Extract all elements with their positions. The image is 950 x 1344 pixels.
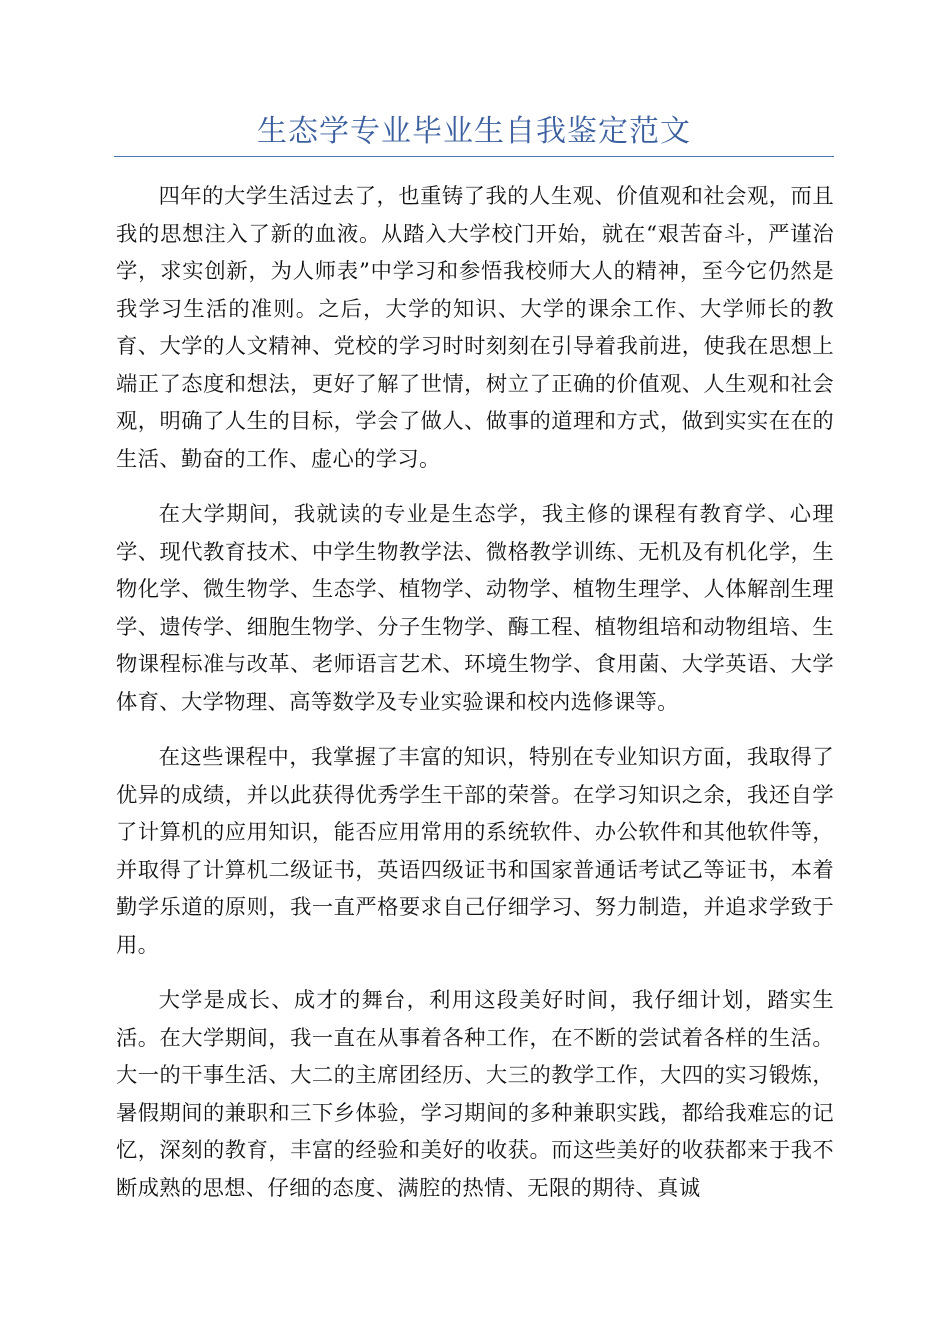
- paragraph-1: 四年的大学生活过去了，也重铸了我的人生观、价值观和社会观，而且我的思想注入了新的血液。从踏入大学校门开始，就在“艰苦奋斗，严谨治学，求实创新，为人师表”中学习和参悟我校师大人的精神，至今它仍然是我学习生活的准则。之后，大学的知识、大学的课余工作、大学师长的教育、大学的人文精神、党校的学习时时刻刻在引导着我前进，使我在思想上端正了态度和想法，更好了解了世情，树立了正确的价值观、人生观和社会观，明确了人生的目标，学会了做人、做事的道理和方式，做到实实在在的生活、勤奋的工作、虚心的学习。: [116, 184, 834, 472]
- paragraph-4: 大学是成长、成才的舞台，利用这段美好时间，我仔细计划，踏实生活。在大学期间，我一直在从事着各种工作，在不断的尝试着各样的生活。大一的干事生活、大二的主席团经历、大三的教学工作，大四的实习锻炼，暑假期间的兼职和三下乡体验，学习期间的多种兼职实践，都给我难忘的记忆，深刻的教育，丰富的经验和美好的收获。而这些美好的收获都来于我不断成熟的思想、仔细的态度、满腔的热情、无限的期待、真诚: [116, 988, 834, 1201]
- paragraph-3: 在这些课程中，我掌握了丰富的知识，特别在专业知识方面，我取得了优异的成绩，并以此获得优秀学生干部的荣誉。在学习知识之余，我还自学了计算机的应用知识，能否应用常用的系统软件、办公软件和其他软件等，并取得了计算机二级证书，英语四级证书和国家普通话考试乙等证书，本着勤学乐道的原则，我一直严格要求自己仔细学习、努力制造，并追求学致于用。: [116, 745, 834, 958]
- title-block: [114, 112, 834, 157]
- paragraph-2: 在大学期间，我就读的专业是生态学，我主修的课程有教育学、心理学、现代教育技术、中学生物教学法、微格教学训练、无机及有机化学，生物化学、微生物学、生态学、植物学、动物学、植物生理学、人体解剖生理学、遗传学、细胞生物学、分子生物学、酶工程、植物组培和动物组培、生物课程标准与改革、老师语言艺术、环境生物学、食用菌、大学英语、大学体育、大学物理、高等数学及专业实验课和校内选修课等。: [116, 502, 834, 715]
- document-title: 生态学专业毕业生自我鉴定范文: [257, 114, 691, 149]
- document-body: [116, 178, 834, 1223]
